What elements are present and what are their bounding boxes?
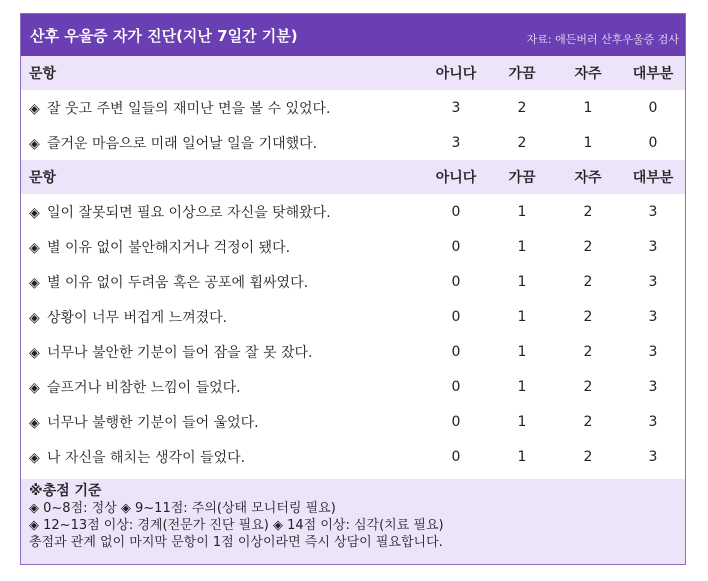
question-cell — [21, 133, 423, 153]
diamond-bullet-icon: ◈ — [29, 379, 40, 396]
score-never: 3 — [451, 134, 461, 151]
score-never: 0 — [451, 343, 461, 360]
criteria-line-2: ◈ 12~13점 이상: 경계(전문가 진단 필요) ◈ 14점 이상: 심각(치료 필요) — [29, 518, 444, 533]
score-often: 2 — [583, 343, 593, 360]
table-row — [21, 404, 685, 439]
question-cell — [21, 412, 423, 432]
score-mostly: 3 — [648, 308, 658, 325]
score-never: 0 — [451, 448, 461, 465]
section-1-rows — [21, 90, 685, 160]
criteria-title: ※총점 기준 — [29, 483, 102, 499]
score-often: 2 — [583, 308, 593, 325]
question-text: 너무나 불행한 기분이 들어 울었다. — [47, 414, 259, 431]
score-mostly: 3 — [648, 238, 658, 255]
score-often: 2 — [583, 448, 593, 465]
score-mostly: 3 — [648, 448, 658, 465]
header-mostly: 대부분 — [632, 66, 674, 82]
diamond-bullet-icon: ◈ — [29, 344, 40, 361]
score-never: 0 — [451, 378, 461, 395]
table-row — [21, 194, 685, 229]
question-cell — [21, 272, 423, 292]
header-sometimes: 가끔 — [508, 170, 536, 186]
diamond-bullet-icon: ◈ — [29, 449, 40, 466]
table-row — [21, 299, 685, 334]
diamond-bullet-icon: ◈ — [29, 239, 40, 256]
score-mostly: 3 — [648, 378, 658, 395]
score-sometimes: 1 — [517, 413, 527, 430]
scoring-criteria — [21, 479, 685, 564]
table-row — [21, 264, 685, 299]
score-never: 0 — [451, 413, 461, 430]
table-row — [21, 334, 685, 369]
question-cell — [21, 237, 423, 257]
question-text: 잘 웃고 주변 일들의 재미난 면을 볼 수 있었다. — [47, 100, 331, 117]
diamond-bullet-icon: ◈ — [29, 414, 40, 431]
score-never: 0 — [451, 273, 461, 290]
table-header-1 — [21, 56, 685, 90]
score-sometimes: 1 — [517, 308, 527, 325]
header-question: 문항 — [29, 66, 57, 82]
score-sometimes: 2 — [517, 99, 527, 116]
score-never: 0 — [451, 238, 461, 255]
criteria-line-1: ◈ 0~8점: 정상 ◈ 9~11점: 주의(상태 모니터링 필요) — [29, 501, 336, 516]
score-mostly: 0 — [648, 134, 658, 151]
score-mostly: 3 — [648, 273, 658, 290]
score-often: 2 — [583, 273, 593, 290]
question-cell — [21, 377, 423, 397]
question-cell — [21, 202, 423, 222]
score-often: 2 — [583, 413, 593, 430]
criteria-line-3: 총점과 관계 없이 마지막 문항이 1점 이상이라면 즉시 상담이 필요합니다. — [29, 535, 443, 550]
score-often: 1 — [583, 134, 593, 151]
score-mostly: 0 — [648, 99, 658, 116]
diamond-bullet-icon: ◈ — [29, 204, 40, 221]
title-bar — [21, 14, 685, 56]
header-never: 아니다 — [435, 170, 477, 186]
page-title: 산후 우울증 자가 진단(지난 7일간 기분) — [30, 26, 298, 45]
score-mostly: 3 — [648, 413, 658, 430]
question-text: 너무나 불안한 기분이 들어 잠을 잘 못 잤다. — [47, 344, 313, 361]
header-never: 아니다 — [435, 66, 477, 82]
section-2-rows — [21, 194, 685, 474]
score-often: 2 — [583, 203, 593, 220]
question-text: 일이 잘못되면 필요 이상으로 자신을 탓해왔다. — [47, 204, 331, 221]
table-row — [21, 125, 685, 160]
question-cell — [21, 98, 423, 118]
score-never: 0 — [451, 203, 461, 220]
question-text: 나 자신을 해치는 생각이 들었다. — [47, 449, 246, 466]
self-diagnosis-card — [20, 13, 686, 565]
diamond-bullet-icon: ◈ — [29, 274, 40, 291]
score-sometimes: 1 — [517, 238, 527, 255]
table-header-2 — [21, 160, 685, 194]
question-text: 즐거운 마음으로 미래 일어날 일을 기대했다. — [47, 135, 318, 152]
score-sometimes: 1 — [517, 273, 527, 290]
table-row — [21, 439, 685, 474]
score-never: 3 — [451, 99, 461, 116]
diamond-bullet-icon: ◈ — [29, 135, 40, 152]
score-often: 2 — [583, 378, 593, 395]
header-question: 문항 — [29, 170, 57, 186]
table-row — [21, 369, 685, 404]
table-row — [21, 90, 685, 125]
question-cell — [21, 447, 423, 467]
header-mostly: 대부분 — [632, 170, 674, 186]
question-text: 별 이유 없이 불안해지거나 걱정이 됐다. — [47, 239, 291, 256]
header-often: 자주 — [574, 66, 602, 82]
header-sometimes: 가끔 — [508, 66, 536, 82]
score-never: 0 — [451, 308, 461, 325]
score-sometimes: 1 — [517, 203, 527, 220]
score-sometimes: 2 — [517, 134, 527, 151]
question-text: 별 이유 없이 두려움 혹은 공포에 휩싸였다. — [47, 274, 309, 291]
table-row — [21, 229, 685, 264]
diamond-bullet-icon: ◈ — [29, 309, 40, 326]
score-often: 2 — [583, 238, 593, 255]
question-text: 상황이 너무 버겁게 느껴졌다. — [47, 309, 228, 326]
source-note: 자료: 애든버러 산후우울증 검사 — [526, 33, 679, 46]
header-often: 자주 — [574, 170, 602, 186]
question-cell — [21, 342, 423, 362]
score-sometimes: 1 — [517, 343, 527, 360]
question-text: 슬프거나 비참한 느낌이 들었다. — [47, 379, 241, 396]
score-sometimes: 1 — [517, 378, 527, 395]
score-mostly: 3 — [648, 203, 658, 220]
score-mostly: 3 — [648, 343, 658, 360]
score-often: 1 — [583, 99, 593, 116]
question-cell — [21, 307, 423, 327]
score-sometimes: 1 — [517, 448, 527, 465]
diamond-bullet-icon: ◈ — [29, 100, 40, 117]
